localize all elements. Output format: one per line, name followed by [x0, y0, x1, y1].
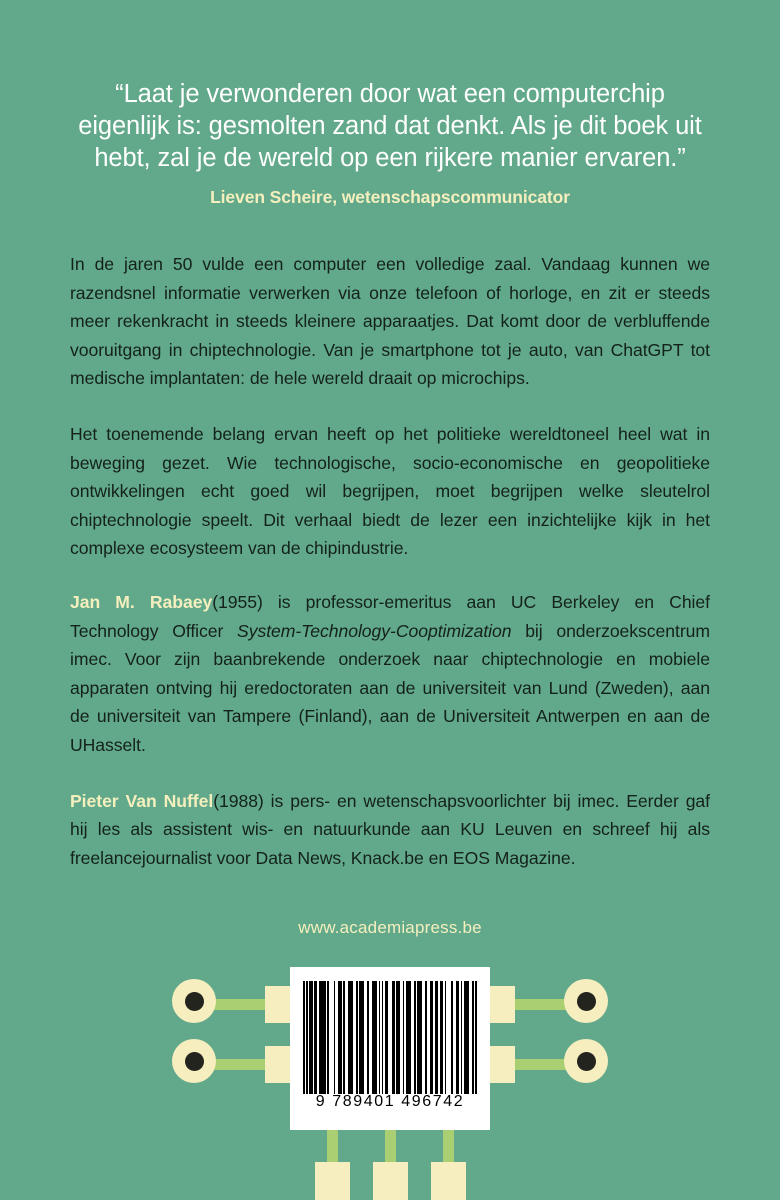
pad-left-top — [172, 979, 216, 1023]
pad-right-bottom — [564, 1039, 608, 1083]
trace-bottom-3 — [443, 1125, 454, 1165]
trace-bottom-1 — [327, 1125, 338, 1165]
tab-bottom-2 — [373, 1162, 408, 1200]
author-bio-rabaey-part-2: bij onderzoekscentrum imec. Voor zijn baanbrekende onderzoek naar chiptechnologie en mobiele apparaten ontving hij eredoctoraten aan de universiteit van Lund (Zweden), aan de universiteit van Tampere (Finland), aan de Universiteit Antwerpen en aan de UHasselt. — [70, 620, 710, 755]
tab-bottom-3 — [431, 1162, 466, 1200]
tab-bottom-1 — [315, 1162, 350, 1200]
author-bio-rabaey-part-1: (1955) is professor-emeritus aan UC Berkeley en Chief Technology Officer — [70, 591, 710, 641]
quote-attribution: Lieven Scheire, wetenschapscommunicator — [210, 187, 570, 207]
pad-right-top — [564, 979, 608, 1023]
author-bio-rabaey — [70, 588, 710, 760]
trace-bottom-2 — [385, 1125, 396, 1165]
barcode-box — [290, 967, 490, 1130]
pull-quote — [70, 78, 710, 209]
publisher-website[interactable]: www.academiapress.be — [298, 918, 482, 937]
chip-barcode-graphic — [0, 960, 780, 1200]
quote-text: “Laat je verwonderen door wat een computerchip eigenlijk is: gesmolten zand dat denkt. Als je dit boek uit hebt, zal je de wereld op een rijkere manier ervaren.” — [78, 80, 702, 172]
author-bio-vannuffel — [70, 787, 710, 873]
barcode-digits: 9 789401 496742 — [315, 1093, 465, 1110]
blurb-paragraph-2: Het toenemende belang ervan heeft op het politieke wereldtoneel heel wat in beweging gezet. Wie technologische, socio-economische en geopolitieke ontwikkelingen echt goed wil begrijpen, moet begrijpen welke sleutelrol chiptechnologie speelt. Dit verhaal biedt de lezer een inzichtelijke kijk in het complexe ecosysteem van de chipindustrie. — [70, 423, 710, 559]
author-bio-rabaey-italic: System-Technology-Cooptimization — [237, 620, 512, 641]
author-name-rabaey: Jan M. Rabaey — [70, 591, 213, 612]
pad-left-bottom — [172, 1039, 216, 1083]
author-name-vannuffel: Pieter Van Nuffel — [70, 790, 214, 811]
blurb-body — [70, 250, 710, 872]
author-bio-vannuffel-part-1: (1988) is pers- en wetenschapsvoorlichter bij imec. Eerder gaf hij les als assistent wis- en natuurkunde aan KU Leuven en schreef hij als freelancejournalist voor Data News, Knack.be en EOS Magazine. — [70, 790, 710, 868]
barcode-bars — [303, 981, 477, 1094]
blurb-paragraph-1: In de jaren 50 vulde een computer een volledige zaal. Vandaag kunnen we razendsnel informatie verwerken via onze telefoon of horloge, en zit er steeds meer rekenkracht in steeds kleinere apparaatjes. Dat komt door de verbluffende vooruitgang in chiptechnologie. Van je smartphone tot je auto, van ChatGPT tot medische implantaten: de hele wereld draait op microchips. — [70, 254, 710, 389]
